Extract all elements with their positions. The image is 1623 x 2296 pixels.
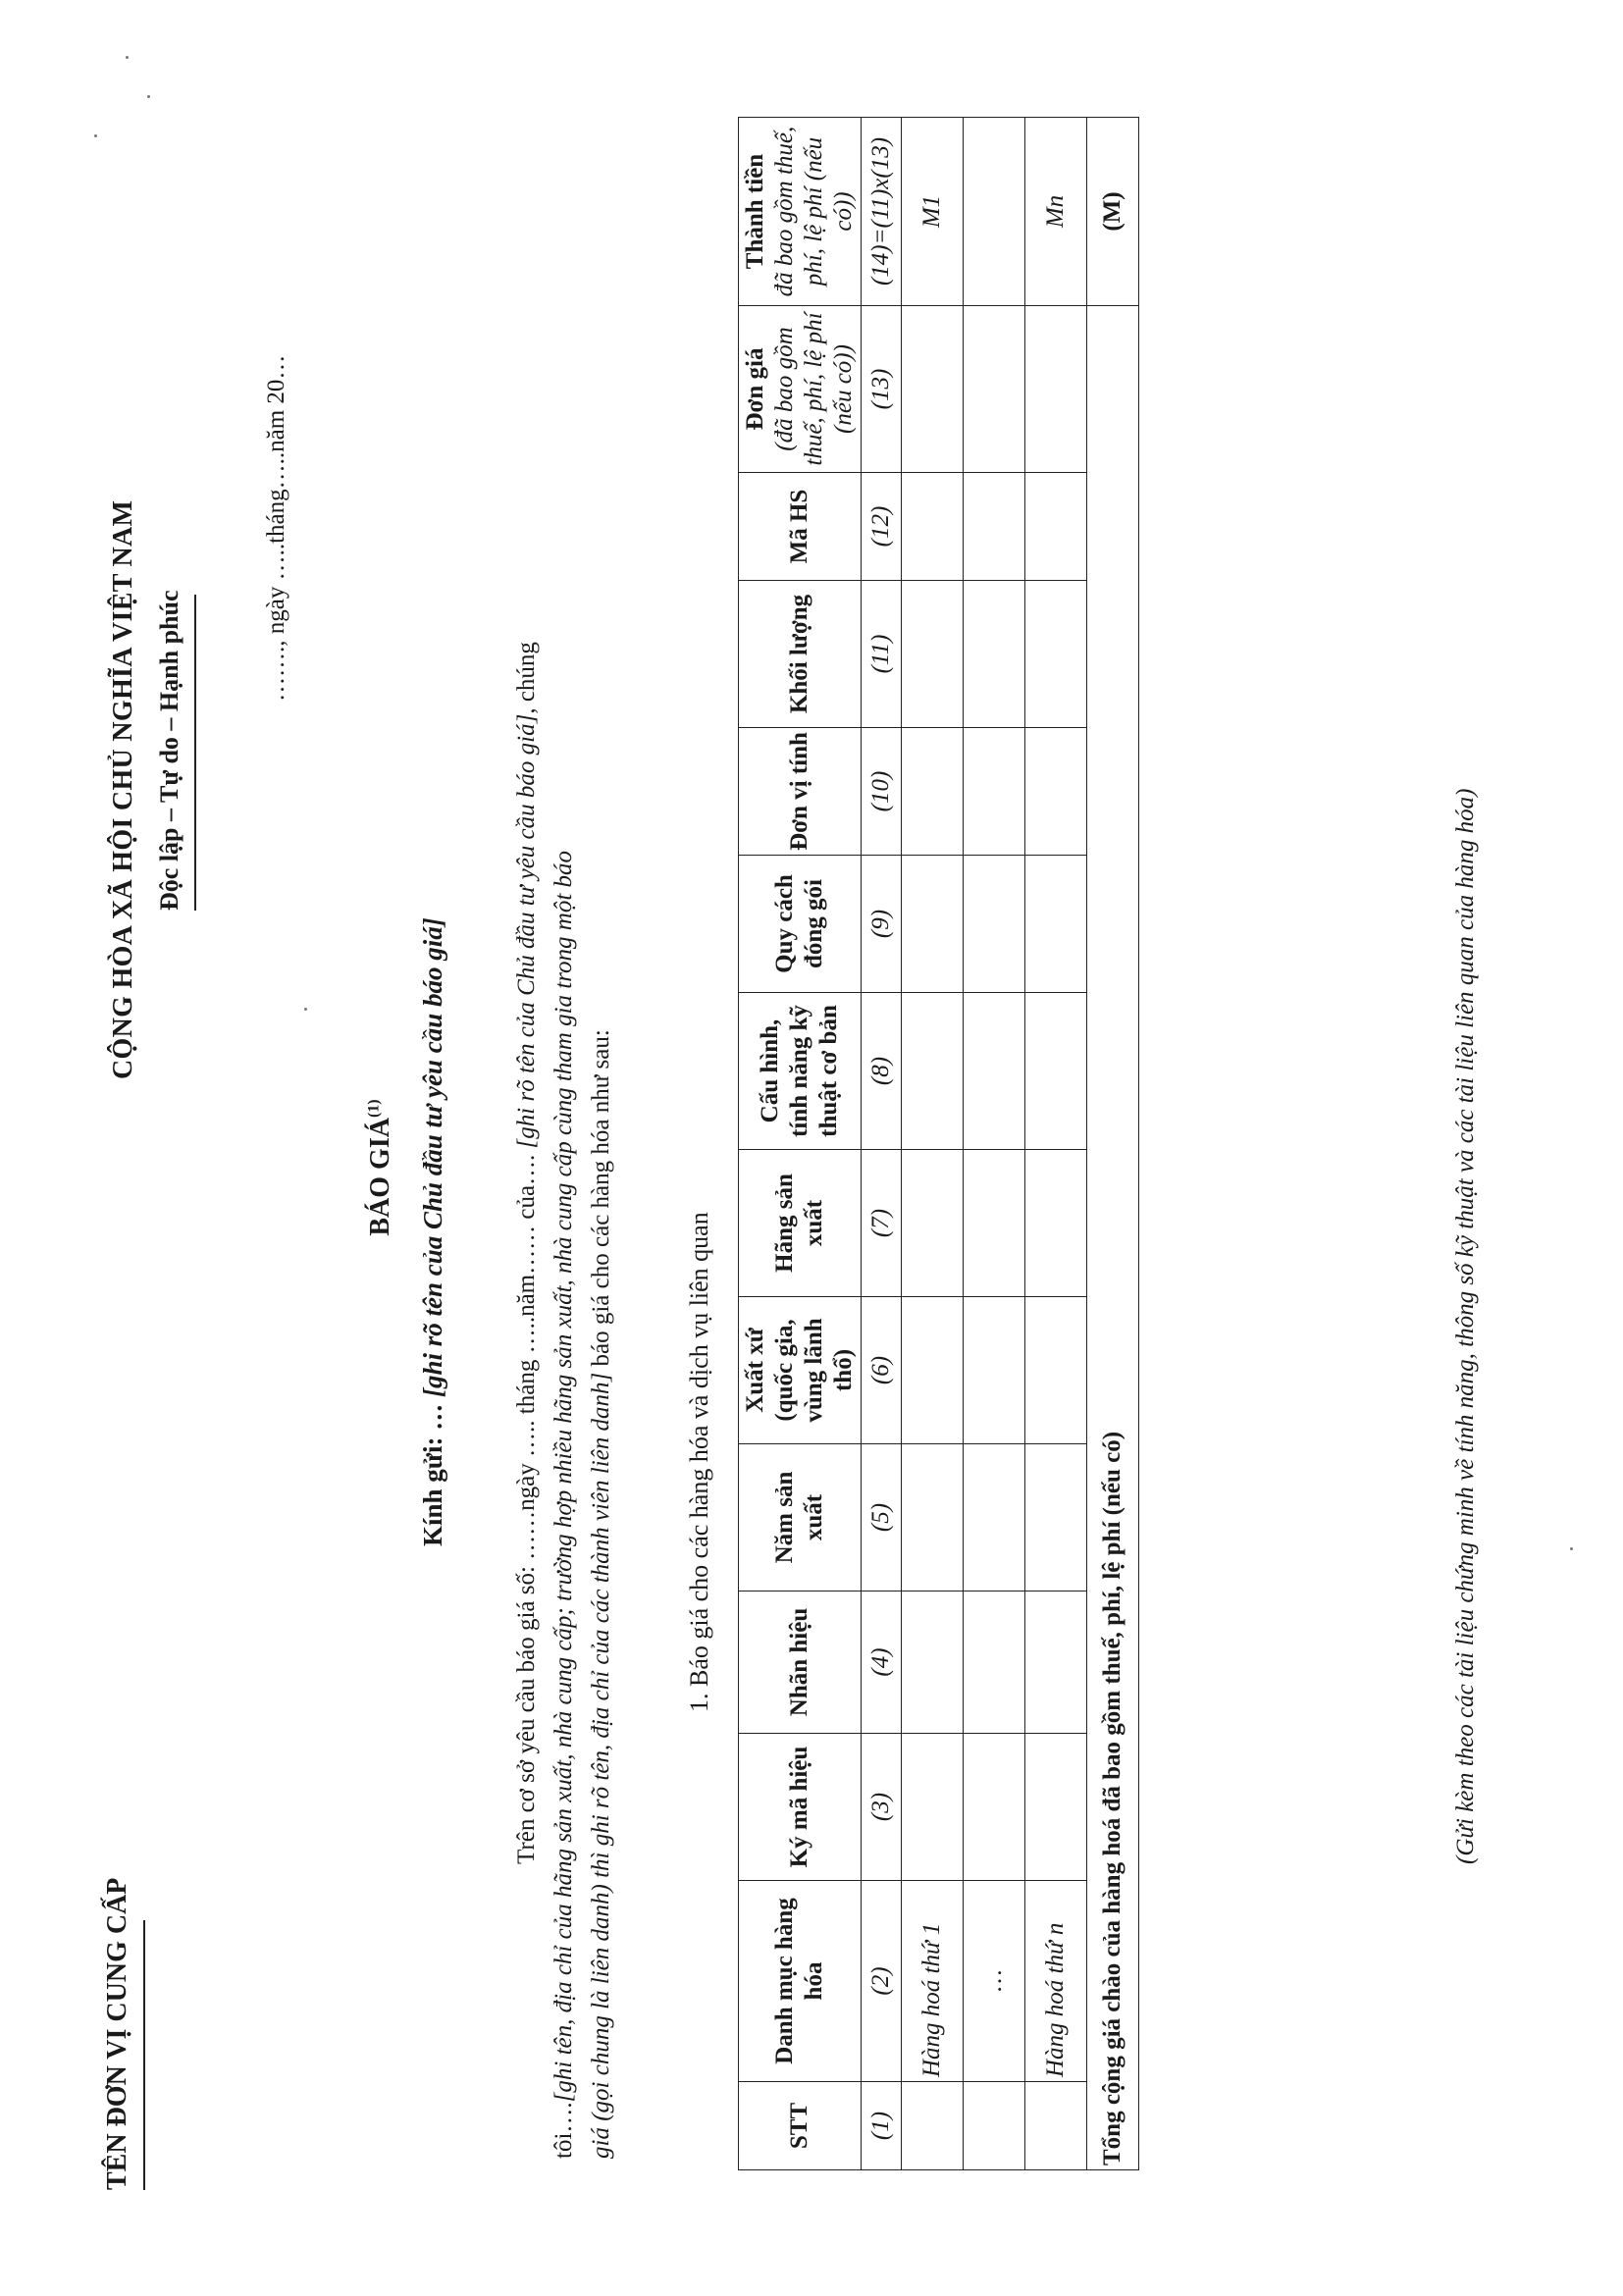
intro-line-1: Trên cơ sở yêu cầu báo giá số: ……ngày ….. tháng …..năm…… của…. [ghi rõ tên của Chủ đầu tư yêu cầu báo giá], chúng: [513, 642, 540, 1864]
num-cell: (11): [862, 581, 902, 728]
title-text: BÁO GIÁ: [365, 1118, 395, 1236]
intro-line-3: giá (gọi chung là liên danh) thì ghi rõ tên, địa chỉ của các thành viên liên danh] báo giá cho các hàng hóa như sau:: [588, 1029, 614, 2159]
num-cell: (6): [862, 1297, 902, 1444]
num-cell: (5): [862, 1444, 902, 1592]
col-origin: Xuất xứ (quốc gia, vùng lãnh thổ): [739, 1297, 862, 1444]
scan-speck: [1570, 1547, 1573, 1550]
col-config: Cấu hình, tính năng kỹ thuật cơ bản: [739, 993, 862, 1150]
num-cell: (14)=(11)x(13): [862, 118, 902, 306]
number-row: [862, 118, 902, 2170]
col-year: Năm sản xuất: [739, 1444, 862, 1592]
col-brand: Nhãn hiệu: [739, 1592, 862, 1734]
supplier-underline: [143, 1920, 145, 2190]
num-cell: (9): [862, 856, 902, 993]
total-value: (M): [1087, 118, 1139, 306]
scan-speck: [126, 56, 129, 59]
col-stt: STT: [739, 2082, 862, 2170]
col-total: Thành tiền đã bao gồm thuế, phí, lệ phí (nếu có)): [739, 118, 862, 306]
greeting: [418, 917, 448, 1546]
national-motto: Độc lập – Tự do – Hạnh phúc: [155, 590, 183, 911]
header-row: [739, 118, 862, 2170]
table-row: [1025, 118, 1087, 2170]
total-label: Tổng cộng giá chào của hàng hoá đã bao gồm thuế, phí, lệ phí (nếu có): [1087, 306, 1139, 2170]
greeting-placeholder: [ghi rõ tên của Chủ đầu tư yêu cầu báo giá]: [418, 917, 447, 1398]
greeting-label: Kính gửi: …: [418, 1403, 447, 1546]
scan-speck: [94, 134, 97, 137]
national-title: CỘNG HÒA XÃ HỘI CHỦ NGHĨA VIỆT NAM: [108, 499, 138, 1079]
supplier-name: TÊN ĐƠN VỊ CUNG CẤP: [102, 1877, 132, 2190]
col-name: Danh mục hàng hóa: [739, 1881, 862, 2082]
num-cell: (1): [862, 2082, 902, 2170]
scan-speck: [304, 1008, 307, 1011]
item-total: Mn: [1025, 118, 1087, 306]
num-cell: (13): [862, 306, 902, 473]
num-cell: (12): [862, 473, 902, 581]
total-row: [1087, 118, 1139, 2170]
quotation-table: [738, 117, 1139, 2170]
document-title: [365, 1020, 396, 1315]
intro-line-2: tôi….[ghi tên, địa chỉ của hãng sản xuất, nhà cung cấp; trường hợp nhiều hãng sản xuất, nhà cung cấp cùng tham gia trong một báo: [550, 850, 577, 2159]
num-cell: (3): [862, 1734, 902, 1881]
scan-speck: [147, 95, 150, 98]
item-name: …: [964, 1881, 1025, 2082]
item-total: M1: [902, 118, 964, 306]
motto-underline: [194, 595, 196, 911]
item-name: Hàng hoá thứ 1: [902, 1881, 964, 2082]
col-pack: Quy cách đóng gói: [739, 856, 862, 993]
num-cell: (7): [862, 1150, 902, 1297]
intro-paragraph: [508, 0, 620, 2159]
attachment-note: (Gửi kèm theo các tài liệu chứng minh về tính năng, thông số kỹ thuật và các tài liệu liên quan của hàng hóa): [1452, 788, 1479, 1864]
title-footnote: (1): [365, 1099, 383, 1119]
section-1-heading: 1. Báo giá cho các hàng hóa và dịch vụ liên quan: [685, 1212, 713, 1712]
num-cell: (8): [862, 993, 902, 1150]
col-price: Đơn giá (đã bao gồm thuế, phí, lệ phí (nếu có)): [739, 306, 862, 473]
num-cell: (2): [862, 1881, 902, 2082]
date-line: ……., ngày …..tháng…..năm 20…: [263, 354, 289, 702]
table-row: [902, 118, 964, 2170]
col-maker: Hãng sản xuất: [739, 1150, 862, 1297]
table-row: [964, 118, 1025, 2170]
col-unit: Đơn vị tính: [739, 728, 862, 856]
num-cell: (4): [862, 1592, 902, 1734]
col-code: Ký mã hiệu: [739, 1734, 862, 1881]
num-cell: (10): [862, 728, 902, 856]
item-name: Hàng hoá thứ n: [1025, 1881, 1087, 2082]
col-hs: Mã HS: [739, 473, 862, 581]
col-qty: Khối lượng: [739, 581, 862, 728]
